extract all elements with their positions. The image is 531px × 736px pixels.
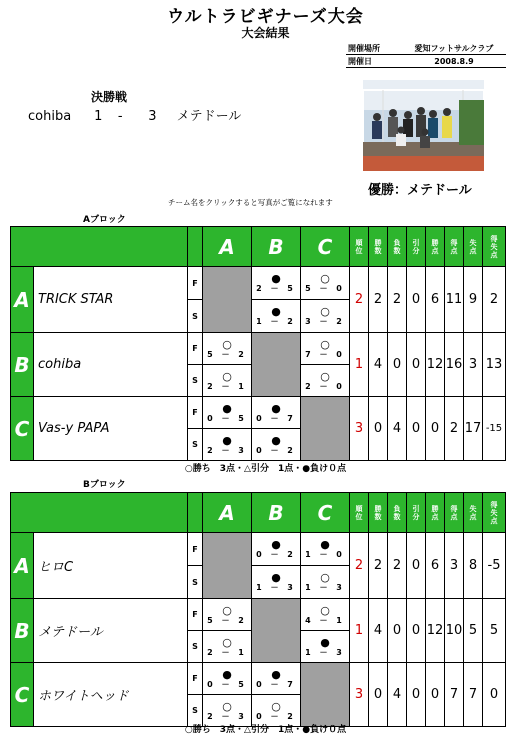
stat-value: 16 bbox=[445, 333, 464, 397]
stat-header-label: 失 点 bbox=[469, 504, 477, 521]
loss-mark-icon: ● bbox=[271, 433, 281, 447]
team-letter: C bbox=[11, 663, 34, 727]
rank-value: 3 bbox=[350, 663, 369, 727]
stat-value: 7 bbox=[464, 663, 483, 727]
block-b-label: Bブロック bbox=[83, 480, 126, 490]
self-match-cell bbox=[252, 333, 301, 397]
second-leg-label: S bbox=[188, 365, 203, 397]
win-mark-icon: ○ bbox=[320, 603, 330, 617]
stat-header bbox=[445, 493, 464, 533]
match-score: 3 － 2 bbox=[305, 317, 345, 326]
stat-value: 17 bbox=[464, 397, 483, 461]
stat-value: 2 bbox=[388, 267, 407, 333]
second-leg-label: S bbox=[188, 631, 203, 663]
team-letter: B bbox=[11, 599, 34, 663]
stat-header bbox=[445, 227, 464, 267]
self-match-cell bbox=[252, 599, 301, 663]
stat-header-label: 引 分 bbox=[412, 504, 420, 521]
stat-value: 13 bbox=[483, 333, 506, 397]
event-info-table bbox=[346, 42, 506, 68]
match-result-cell bbox=[252, 267, 301, 300]
win-mark-icon: ○ bbox=[320, 337, 330, 351]
self-match-cell bbox=[301, 397, 350, 461]
stat-value: 0 bbox=[388, 599, 407, 663]
stat-header bbox=[407, 493, 426, 533]
stat-header-label: 失 点 bbox=[469, 238, 477, 255]
stat-header bbox=[483, 493, 506, 533]
win-mark-icon: ○ bbox=[222, 603, 232, 617]
team-name-link[interactable]: ヒロC bbox=[34, 533, 188, 599]
match-score: 2 － 5 bbox=[256, 284, 296, 293]
stat-value: 0 bbox=[407, 397, 426, 461]
stat-value: 0 bbox=[483, 663, 506, 727]
venue-label: 開催場所 bbox=[348, 43, 380, 53]
final-score2: 3 bbox=[148, 109, 157, 124]
team-letter: A bbox=[11, 267, 34, 333]
legend-block-b: ○勝ち 3点・△引分 1点・●負け０点 bbox=[184, 725, 347, 735]
loss-mark-icon: ● bbox=[222, 667, 232, 681]
match-score: 0 － 7 bbox=[256, 413, 296, 423]
stat-value: 0 bbox=[407, 599, 426, 663]
stat-value: -5 bbox=[483, 533, 506, 599]
loss-mark-icon: ● bbox=[271, 272, 281, 285]
column-header-c: C bbox=[301, 493, 350, 533]
match-result-cell bbox=[203, 599, 252, 631]
team-name-link[interactable]: TRICK STAR bbox=[34, 267, 188, 333]
match-score: 2 － 3 bbox=[207, 711, 247, 721]
stat-value: 12 bbox=[426, 599, 445, 663]
match-score: 1 － 3 bbox=[305, 647, 345, 657]
match-score: 0 － 2 bbox=[256, 445, 296, 455]
match-result-cell bbox=[252, 397, 301, 429]
self-match-cell bbox=[203, 267, 252, 333]
match-score: 1 － 3 bbox=[305, 583, 345, 592]
final-title: 決勝戦 bbox=[91, 90, 128, 104]
first-leg-label: F bbox=[188, 533, 203, 566]
first-leg-label: F bbox=[188, 663, 203, 695]
stat-header bbox=[426, 493, 445, 533]
match-result-cell bbox=[301, 267, 350, 300]
team-letter: B bbox=[11, 333, 34, 397]
match-result-cell bbox=[203, 397, 252, 429]
match-result-cell bbox=[301, 533, 350, 566]
header-fs-blank bbox=[188, 493, 203, 533]
stat-header-label: 勝 点 bbox=[431, 504, 439, 521]
stat-value: 8 bbox=[464, 533, 483, 599]
stat-value: 0 bbox=[407, 663, 426, 727]
stat-header bbox=[369, 227, 388, 267]
match-score: 7 － 0 bbox=[305, 349, 345, 359]
stat-value: 2 bbox=[369, 533, 388, 599]
match-score: 5 － 0 bbox=[305, 284, 345, 293]
block-a-table bbox=[10, 226, 506, 461]
loss-mark-icon: ● bbox=[222, 401, 232, 415]
stat-header bbox=[426, 227, 445, 267]
stat-value: 0 bbox=[369, 397, 388, 461]
loss-mark-icon: ● bbox=[320, 635, 330, 649]
stat-header-label: 得 点 bbox=[450, 504, 458, 521]
match-score: 4 － 1 bbox=[305, 615, 345, 625]
stat-header-label: 得 失 点 bbox=[490, 234, 498, 259]
stat-value: 3 bbox=[464, 333, 483, 397]
stat-header bbox=[464, 493, 483, 533]
page-subtitle: 大会結果 bbox=[241, 26, 290, 40]
stat-header bbox=[388, 227, 407, 267]
loss-mark-icon: ● bbox=[271, 401, 281, 415]
match-result-cell bbox=[252, 663, 301, 695]
rank-value: 1 bbox=[350, 599, 369, 663]
loss-mark-icon: ● bbox=[271, 571, 281, 584]
final-score1: 1 bbox=[94, 109, 103, 124]
stat-value: 2 bbox=[369, 267, 388, 333]
win-mark-icon: ○ bbox=[271, 699, 281, 713]
stat-value: 3 bbox=[445, 533, 464, 599]
stat-value: 6 bbox=[426, 533, 445, 599]
loss-mark-icon: ● bbox=[222, 433, 232, 447]
match-score: 0 － 7 bbox=[256, 679, 296, 689]
final-dash: - bbox=[117, 109, 123, 124]
match-result-cell bbox=[203, 333, 252, 365]
match-result-cell bbox=[203, 631, 252, 663]
loss-mark-icon: ● bbox=[271, 305, 281, 318]
stat-value: 4 bbox=[388, 397, 407, 461]
stat-header-label: 順 位 bbox=[355, 238, 363, 255]
win-mark-icon: ○ bbox=[222, 699, 232, 713]
stat-header bbox=[464, 227, 483, 267]
match-result-cell bbox=[301, 365, 350, 397]
stat-header-label: 得 失 点 bbox=[490, 500, 498, 525]
stat-value: -15 bbox=[483, 397, 506, 461]
match-score: 2 － 3 bbox=[207, 445, 247, 455]
stat-value: 9 bbox=[464, 267, 483, 333]
match-score: 2 － 1 bbox=[207, 381, 247, 391]
stat-value: 0 bbox=[407, 267, 426, 333]
column-header-c: C bbox=[301, 227, 350, 267]
win-mark-icon: ○ bbox=[222, 635, 232, 649]
stat-header bbox=[388, 493, 407, 533]
legend-block-a: ○勝ち 3点・△引分 1点・●負け０点 bbox=[184, 464, 347, 474]
stat-value: 12 bbox=[426, 333, 445, 397]
win-mark-icon: ○ bbox=[222, 369, 232, 383]
stat-header-label: 勝 数 bbox=[374, 238, 382, 255]
stat-value: 0 bbox=[426, 663, 445, 727]
column-header-a: A bbox=[203, 227, 252, 267]
win-mark-icon: ○ bbox=[320, 571, 330, 584]
final-team1[interactable]: cohiba bbox=[28, 109, 72, 124]
column-header-a: A bbox=[203, 493, 252, 533]
stat-value: 5 bbox=[464, 599, 483, 663]
second-leg-label: S bbox=[188, 300, 203, 333]
team-name-link[interactable]: cohiba bbox=[34, 333, 188, 397]
stat-value: 5 bbox=[483, 599, 506, 663]
header-fs-blank bbox=[188, 227, 203, 267]
stat-header-label: 引 分 bbox=[412, 238, 420, 255]
stat-value: 0 bbox=[426, 397, 445, 461]
stat-value: 0 bbox=[388, 333, 407, 397]
match-result-cell bbox=[203, 429, 252, 461]
match-score: 1 － 2 bbox=[256, 317, 296, 326]
stat-header-label: 負 数 bbox=[393, 504, 401, 521]
final-team2[interactable]: メテドール bbox=[176, 109, 242, 124]
stat-value: 0 bbox=[407, 533, 426, 599]
stat-value: 4 bbox=[369, 333, 388, 397]
stat-header-label: 順 位 bbox=[355, 504, 363, 521]
match-score: 5 － 2 bbox=[207, 349, 247, 359]
team-name-link[interactable]: ホワイトヘッド bbox=[34, 663, 188, 727]
match-result-cell bbox=[301, 566, 350, 599]
rank-value: 3 bbox=[350, 397, 369, 461]
stat-value: 7 bbox=[445, 663, 464, 727]
team-letter: A bbox=[11, 533, 34, 599]
block-a-label: Aブロック bbox=[83, 215, 126, 225]
rank-value: 2 bbox=[350, 533, 369, 599]
stat-value: 10 bbox=[445, 599, 464, 663]
match-result-cell bbox=[301, 300, 350, 333]
loss-mark-icon: ● bbox=[320, 538, 330, 551]
match-score: 1 － 0 bbox=[305, 550, 345, 559]
first-leg-label: F bbox=[188, 333, 203, 365]
stat-header bbox=[350, 493, 369, 533]
match-score: 0 － 5 bbox=[207, 679, 247, 689]
first-leg-label: F bbox=[188, 599, 203, 631]
first-leg-label: F bbox=[188, 267, 203, 300]
stat-header-label: 負 数 bbox=[393, 238, 401, 255]
match-result-cell bbox=[301, 599, 350, 631]
team-name-link[interactable]: メテドール bbox=[34, 599, 188, 663]
stat-value: 0 bbox=[407, 333, 426, 397]
stat-value: 2 bbox=[483, 267, 506, 333]
match-score: 0 － 5 bbox=[207, 413, 247, 423]
stat-header bbox=[483, 227, 506, 267]
self-match-cell bbox=[203, 533, 252, 599]
date-value: 2008.8.9 bbox=[434, 56, 474, 66]
match-score: 2 － 1 bbox=[207, 647, 247, 657]
match-result-cell bbox=[301, 631, 350, 663]
match-result-cell bbox=[252, 429, 301, 461]
column-header-b: B bbox=[252, 227, 301, 267]
win-mark-icon: ○ bbox=[320, 272, 330, 285]
stat-value: 11 bbox=[445, 267, 464, 333]
winner-team-photo[interactable] bbox=[363, 80, 484, 171]
loss-mark-icon: ● bbox=[271, 538, 281, 551]
first-leg-label: F bbox=[188, 397, 203, 429]
stat-value: 4 bbox=[388, 663, 407, 727]
header-blank bbox=[11, 227, 188, 267]
stat-header bbox=[369, 493, 388, 533]
match-result-cell bbox=[252, 566, 301, 599]
venue-value: 愛知フットサルクラブ bbox=[414, 43, 494, 53]
match-result-cell bbox=[252, 533, 301, 566]
match-result-cell bbox=[252, 300, 301, 333]
second-leg-label: S bbox=[188, 695, 203, 727]
stat-header bbox=[407, 227, 426, 267]
match-result-cell bbox=[203, 663, 252, 695]
stat-value: 4 bbox=[369, 599, 388, 663]
match-score: 2 － 0 bbox=[305, 381, 345, 391]
second-leg-label: S bbox=[188, 566, 203, 599]
date-label: 開催日 bbox=[348, 56, 372, 66]
stat-header-label: 勝 数 bbox=[374, 504, 382, 521]
rank-value: 2 bbox=[350, 267, 369, 333]
page-title: ウルトラビギナーズ大会 bbox=[167, 7, 364, 27]
stat-header-label: 得 点 bbox=[450, 238, 458, 255]
team-letter: C bbox=[11, 397, 34, 461]
block-b-table bbox=[10, 492, 506, 727]
win-mark-icon: ○ bbox=[222, 337, 232, 351]
match-result-cell bbox=[301, 333, 350, 365]
header-blank bbox=[11, 493, 188, 533]
self-match-cell bbox=[301, 663, 350, 727]
win-mark-icon: ○ bbox=[320, 369, 330, 383]
photo-note: チーム名をクリックすると写真がご覧になれます bbox=[168, 198, 333, 207]
match-score: 0 － 2 bbox=[256, 550, 296, 559]
win-mark-icon: ○ bbox=[320, 305, 330, 318]
stat-value: 2 bbox=[445, 397, 464, 461]
stat-header bbox=[350, 227, 369, 267]
loss-mark-icon: ● bbox=[271, 667, 281, 681]
stat-value: 0 bbox=[369, 663, 388, 727]
stat-value: 2 bbox=[388, 533, 407, 599]
match-score: 0 － 2 bbox=[256, 711, 296, 721]
column-header-b: B bbox=[252, 493, 301, 533]
team-name-link[interactable]: Vas-y PAPA bbox=[34, 397, 188, 461]
final-result bbox=[28, 105, 241, 124]
stat-value: 6 bbox=[426, 267, 445, 333]
match-score: 5 － 2 bbox=[207, 615, 247, 625]
stat-header-label: 勝 点 bbox=[431, 238, 439, 255]
winner-label: 優勝：メテドール bbox=[368, 183, 472, 198]
match-result-cell bbox=[203, 365, 252, 397]
rank-value: 1 bbox=[350, 333, 369, 397]
second-leg-label: S bbox=[188, 429, 203, 461]
match-score: 1 － 3 bbox=[256, 583, 296, 592]
